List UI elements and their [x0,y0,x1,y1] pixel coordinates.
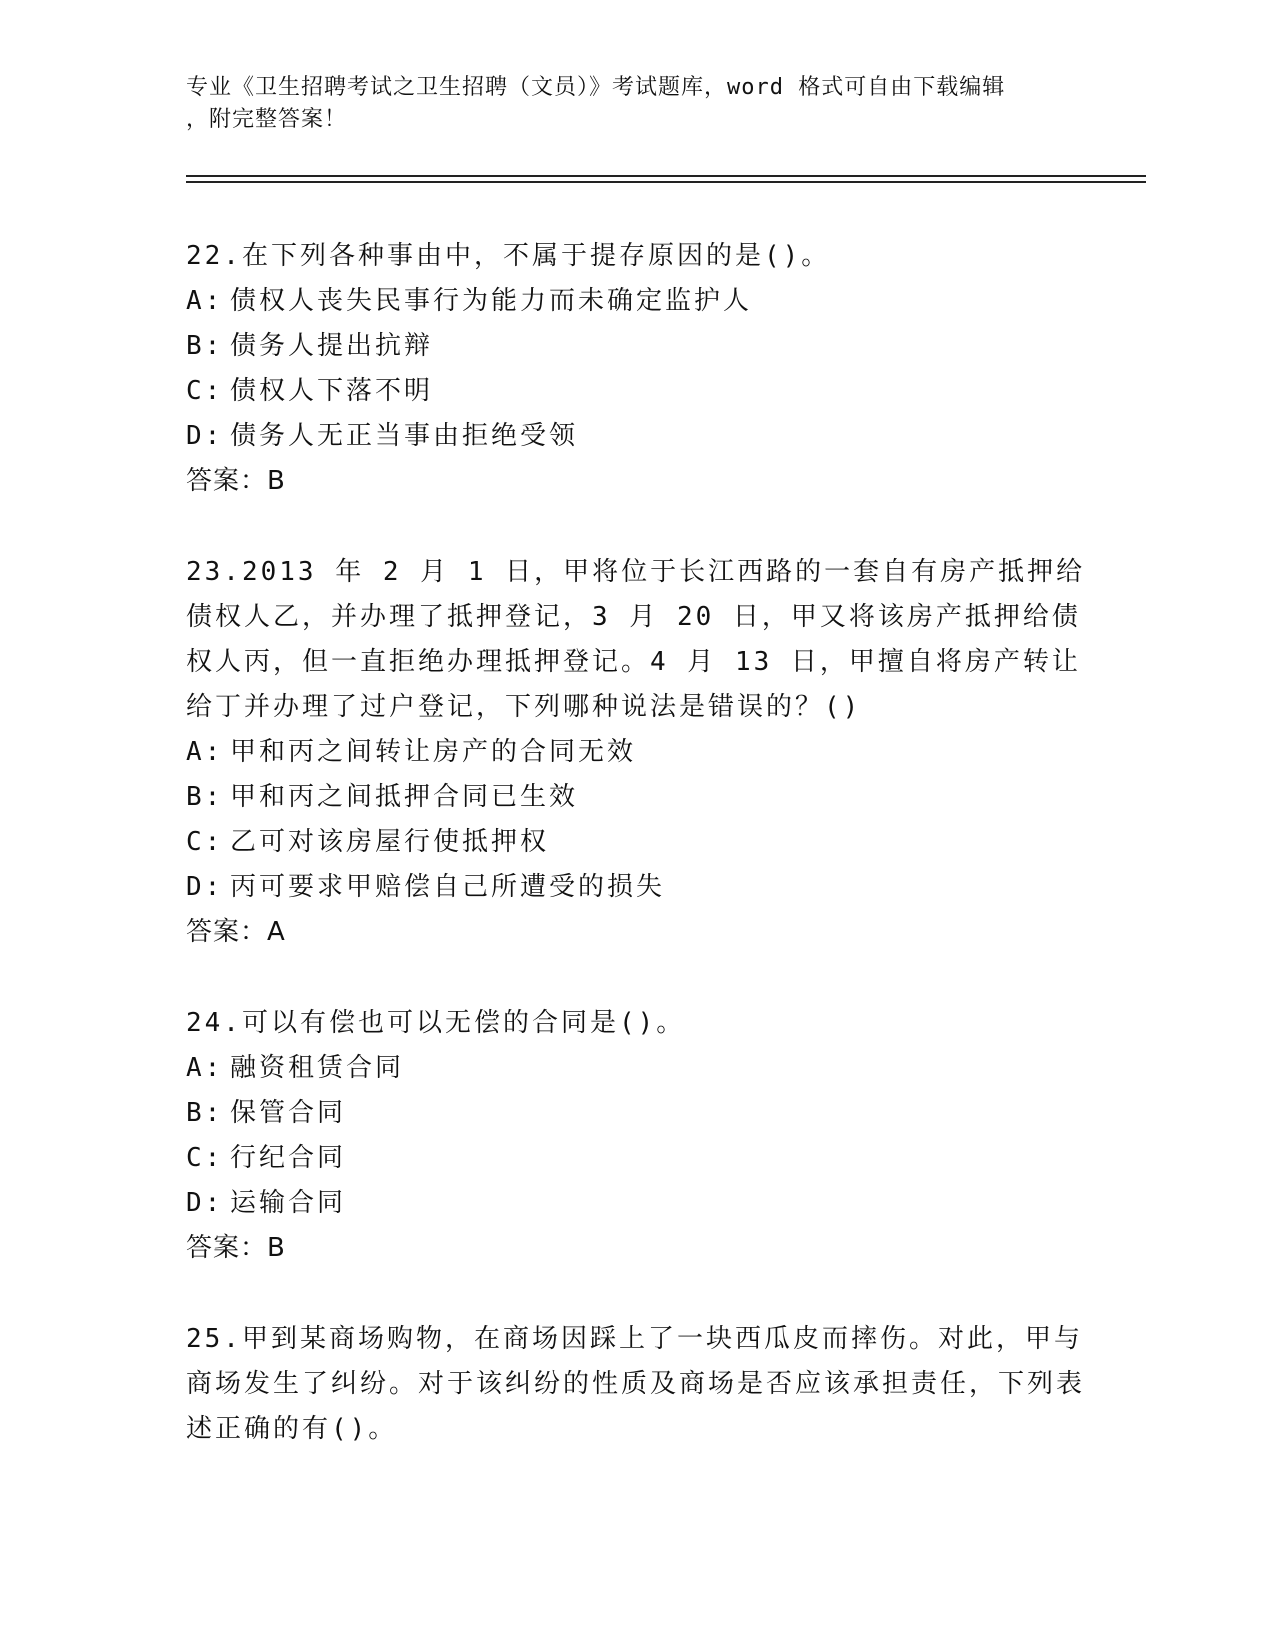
question-text: 23.2013 年 2 月 1 日，甲将位于长江西路的一套自有房产抵押给债权人乙，并办理了抵押登记，3 月 20 日，甲又将该房产抵押给债权人丙，但一直拒绝办理抵押登记。4 月 13 日，甲擅自将房产转让给丁并办理了过户登记，下列哪种说法是错误的？() [186,557,1086,722]
option-d [186,865,1086,910]
option-text: 乙可对该房屋行使抵押权 [230,827,550,857]
option-key: A: [186,286,224,316]
header-divider-top [186,175,1146,177]
question-22 [186,234,1086,504]
option-text: 运输合同 [230,1188,347,1218]
answer-label: 答案：B [186,466,286,496]
answer-label: 答案：A [186,917,286,947]
option-d [186,1181,1086,1226]
option-d [186,414,1086,459]
option-text: 保管合同 [230,1098,347,1128]
option-b [186,775,1086,820]
question-text: 24.可以有偿也可以无偿的合同是()。 [186,1008,686,1038]
question-text: 25.甲到某商场购物，在商场因踩上了一块西瓜皮而摔伤。对此，甲与商场发生了纠纷。对于该纠纷的性质及商场是否应该承担责任，下列表述正确的有()。 [186,1324,1086,1444]
question-23 [186,550,1086,955]
option-text: 债权人丧失民事行为能力而未确定监护人 [230,286,753,316]
option-key: B: [186,1098,224,1128]
option-key: B: [186,782,224,812]
option-text: 债务人无正当事由拒绝受领 [230,421,579,451]
option-text: 甲和丙之间抵押合同已生效 [230,782,579,812]
option-key: C: [186,827,224,857]
option-text: 债权人下落不明 [230,376,434,406]
option-a [186,1046,1086,1091]
option-b [186,324,1086,369]
question-24 [186,1001,1086,1271]
option-c [186,820,1086,865]
option-key: B: [186,331,224,361]
option-c [186,369,1086,414]
option-c [186,1136,1086,1181]
option-a [186,730,1086,775]
option-text: 行纪合同 [230,1143,347,1173]
option-key: A: [186,737,224,767]
option-text: 甲和丙之间转让房产的合同无效 [230,737,637,767]
option-b [186,1091,1086,1136]
question-list [186,234,1086,1498]
option-a [186,279,1086,324]
option-key: D: [186,872,224,902]
answer-label: 答案：B [186,1233,286,1263]
option-key: D: [186,421,224,451]
question-25 [186,1317,1086,1452]
option-key: C: [186,376,224,406]
option-key: C: [186,1143,224,1173]
question-text: 22.在下列各种事由中，不属于提存原因的是()。 [186,241,831,271]
header-divider-bottom [186,181,1146,183]
option-text: 债务人提出抗辩 [230,331,434,361]
option-key: D: [186,1188,224,1218]
option-text: 丙可要求甲赔偿自己所遭受的损失 [230,872,666,902]
document-header: 专业《卫生招聘考试之卫生招聘（文员）》考试题库，word 格式可自由下载编辑 ，附完整答案！ [186,75,1006,132]
option-text: 融资租赁合同 [230,1053,405,1083]
option-key: A: [186,1053,224,1083]
